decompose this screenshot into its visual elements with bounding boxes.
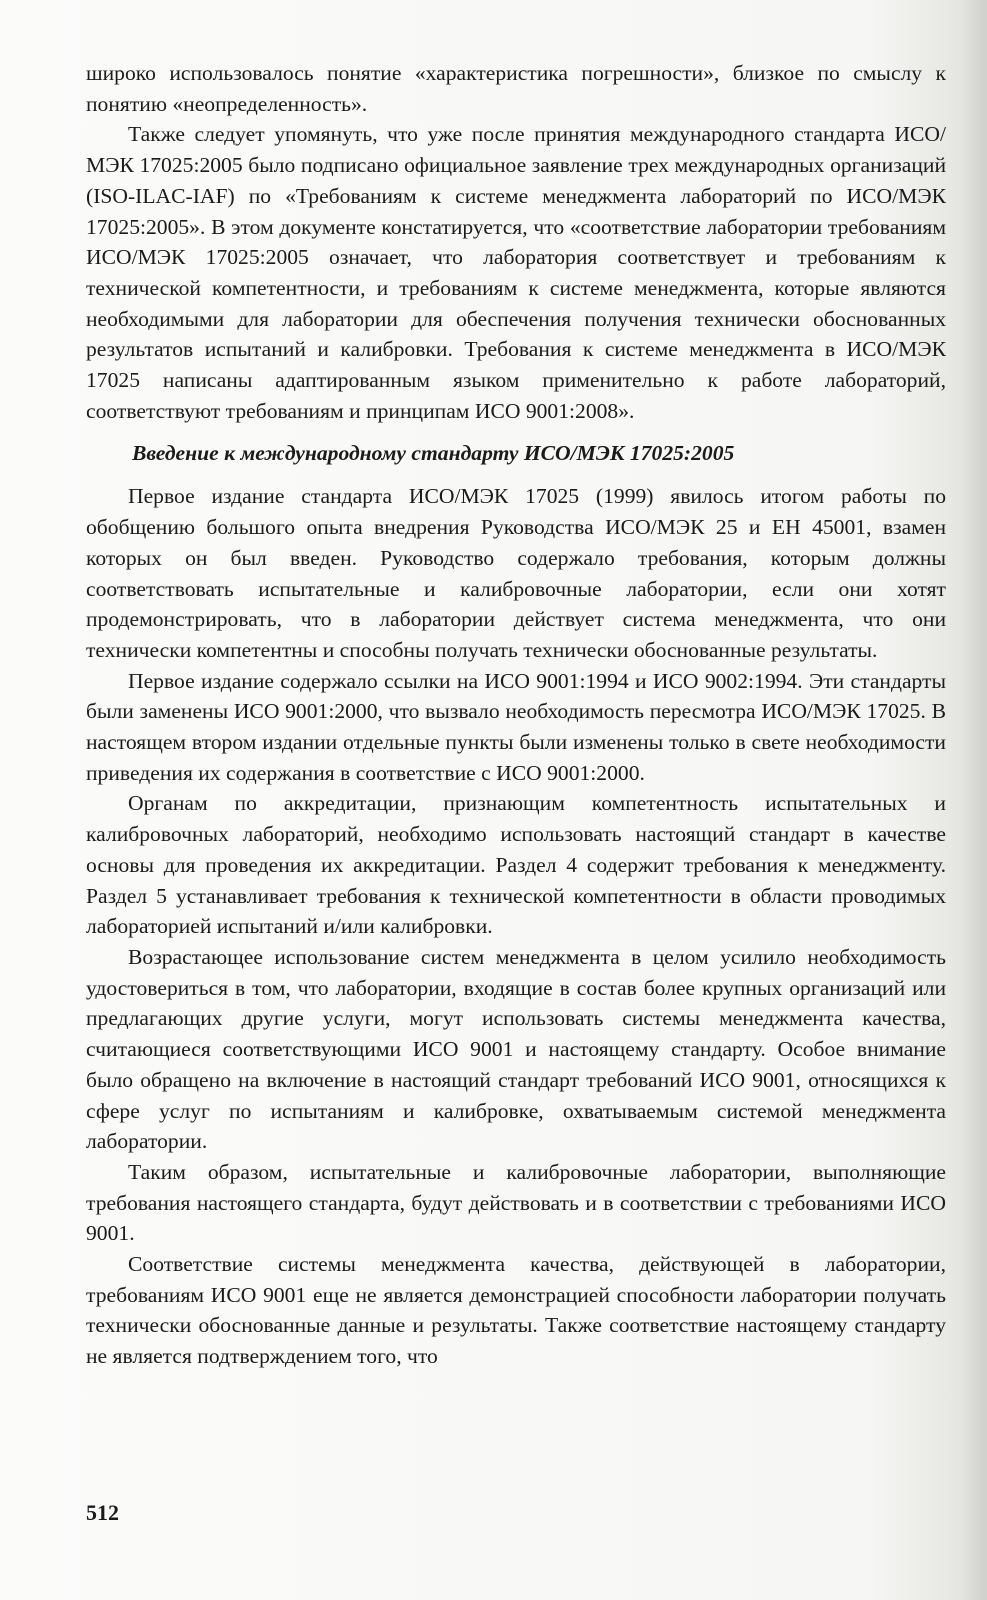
paragraph-conclusion: Таким образом, испытательные и калибровочные лаборатории, выполняющие требования настоящего стандарта, будут действовать и в соответствии с требованиями ИСО 9001. [86,1159,946,1246]
paragraph-management-systems: Возрастающее использование систем менеджмента в целом усилило необходимость удостовериться в том, что лаборатории, входящие в состав более крупных организаций или предлагающих другие услуги, могут использовать системы менеджмента качества, считающиеся соответствующими ИСО 9001 и настоящему стандарту. Особое внимание было обращено на включение в настоящий стандарт требований ИСО 9001, относящихся к сфере услуг по испытаниям и калибровке, охватываемым системой менеджмента лаборатории. [86,944,946,1154]
paragraph-first-edition: Первое издание стандарта ИСО/МЭК 17025 (1999) явилось итогом работы по обобщению большого опыта внедрения Руководства ИСО/МЭК 25 и ЕН 45001, взамен которых он был введен. Руководство содержало требования, которым должны соответствовать испытательные и калибровочные лаборатории, если они хотят продемонстрировать, что в лаборатории действует система менеджмента, что они технически компетентны и способны получать технически обоснованные результаты. [86,484,946,662]
paragraph-conformity: Соответствие системы менеджмента качества, действующей в лаборатории, требованиям ИСО 9001 еще не является демонстрацией способности лаборатории получать технически обоснованные данные и результаты. Также соответствие настоящему стандарту не является подтверждением того, что [86,1252,946,1369]
paragraph-iso-statement: Также следует упомянуть, что уже после принятия международного стандарта ИСО/МЭК 17025:2005 было подписано официальное заявление трех международных организаций (ISO-ILAC-IAF) по «Требованиям к системе менеджмента лабораторий по ИСО/МЭК 17025:2005». В этом документе констатируется, что «соответствие лаборатории требованиям ИСО/МЭК 17025:2005 означает, что лаборатория соответствует и требованиям к технической компетентности, и требованиям к системе менеджмента, которые являются необходимыми для лаборатории для обеспечения получения технически обоснованных результатов испытаний и калибровки. Требования к системе менеджмента в ИСО/МЭК 17025 написаны адаптированным языком применительно к работе лабораторий, соответствуют требованиям и принципам ИСО 9001:2008». [86,122,946,423]
page-number: 512 [86,1500,119,1525]
page-text [86,58,946,1372]
paragraph-references: Первое издание содержало ссылки на ИСО 9001:1994 и ИСО 9002:1994. Эти стандарты были заменены ИСО 9001:2000, что вызвало необходимость пересмотра ИСО/МЭК 17025. В настоящем втором издании отдельные пункты были изменены только в свете необходимости приведения их содержания в соответствие с ИСО 9001:2000. [86,668,946,785]
paragraph-accreditation: Органам по аккредитации, признающим компетентность испытательных и калибровочных лабораторий, необходимо использовать настоящий стандарт в качестве основы для проведения их аккредитации. Раздел 4 содержит требования к менеджменту. Раздел 5 устанавливает требования к технической компетентности в области проводимых лабораторией испытаний и/или калибровки. [86,791,946,939]
section-heading: Введение к международному стандарту ИСО/МЭК 17025:2005 [132,441,735,466]
paragraph-continued: широко использовалось понятие «характеристика погрешности», близкое по смыслу к понятию «неопределенность». [86,61,946,116]
